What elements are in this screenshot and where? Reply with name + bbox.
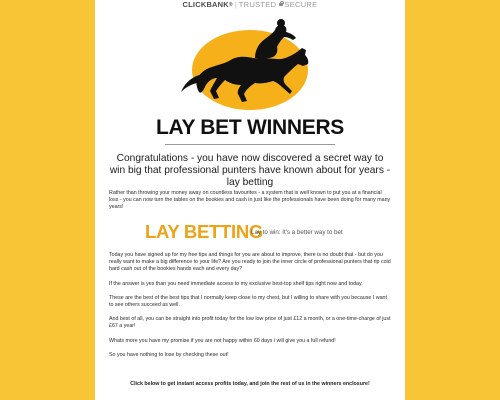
headline: Congratulations - you have now discovered a secret way to win big that professional punters have known about for years - lay betting bbox=[109, 153, 391, 188]
main-content-column bbox=[95, 0, 405, 400]
clickbank-trust-badge[interactable] bbox=[95, 0, 405, 10]
paragraph-price: And best of all, you can be straight into profit today for the low low price of just £12 a month, or a one-time-charge of just £67 a year! bbox=[109, 316, 391, 329]
site-logo bbox=[95, 12, 405, 140]
paragraph-answer: If the answer is yes than you need immediate access to my exclusive best-top shelf tips right now and today. bbox=[109, 281, 363, 287]
lay-betting-banner bbox=[145, 222, 365, 242]
paragraph-guarantee: Whats more you have my promise if you are not happy within 60 days i will give you a full refund! bbox=[109, 338, 336, 344]
logo-divider bbox=[165, 144, 335, 145]
horse-and-jockey-icon bbox=[95, 12, 405, 112]
trusted-label: TRUSTED bbox=[238, 0, 277, 9]
logo-title: LAY BET WINNERS bbox=[155, 116, 345, 139]
paragraph-nothing-to-lose: So you have nothing to lose by checking these out! bbox=[109, 352, 229, 358]
paragraph-best-tips: These are the best of the best tips that I normally keep close to my chest, but I willing to share with you because I want to see others succeed as well. bbox=[109, 295, 387, 308]
jockey-head bbox=[277, 19, 285, 27]
intro-paragraph: Rather than throwing your money away on countless favourites - a system that is well known to put you at a financial loss - you can now turn the tables on the bookies and cash in just like the professionals have been doing for many many years! bbox=[109, 190, 391, 210]
badge-separator: | bbox=[234, 0, 237, 9]
clickbank-brand: CLICKBANK® bbox=[182, 0, 233, 9]
call-to-action-text: Click below to get instant access profits today, and join the rest of us in the winners enclosure! bbox=[130, 381, 370, 387]
banner-title: LAY BETTING bbox=[145, 221, 263, 242]
lock-icon bbox=[279, 3, 283, 6]
paragraph-signup: Today you have signed up for my free tips and things for you are about to improve, there is no doubt that - but do you really want to make a big difference to your life? Are you ready to join the inner circle of professional punters that rip cold hard cash out of the bookies hands each and every day? bbox=[109, 252, 391, 272]
banner-tagline: Lay to win: It's a better way to bet bbox=[251, 229, 343, 236]
secure-label: SECURE bbox=[284, 0, 318, 9]
